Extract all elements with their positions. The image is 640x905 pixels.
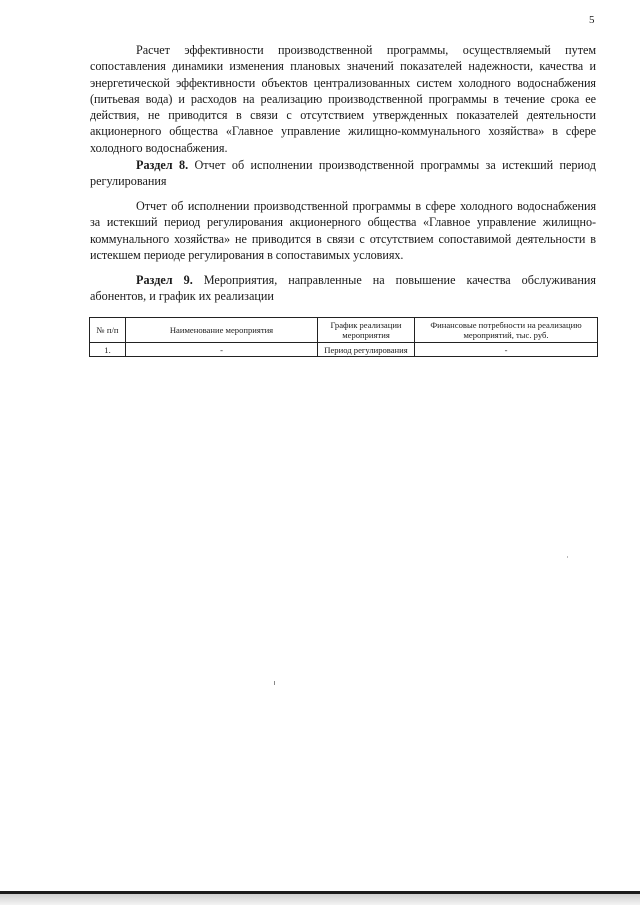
scan-speck <box>567 556 568 558</box>
cell-event-name: - <box>126 343 318 357</box>
cell-number: 1. <box>90 343 126 357</box>
header-financial-needs: Финансовые потребности на реализацию мероприятий, тыс. руб. <box>415 318 598 343</box>
page-number: 5 <box>589 14 595 26</box>
header-number: № п/п <box>90 318 126 343</box>
efficiency-paragraph: Расчет эффективности производственной программы, осуществляемый путем сопоставления динамики изменения плановых значений показателей надежности, качества и энергетической эффективности объектов централизованных систем холодного водоснабжения (питьевая вода) и расходов на реализацию производственной программы в течение срока ее действия, не приводится в связи с отсутствием утвержденных показателей деятельности акционерного общества «Главное управление жилищно-коммунального хозяйства» в сфере холодного водоснабжения. <box>90 43 596 155</box>
table-header-row <box>90 318 598 343</box>
scan-speck <box>274 681 275 685</box>
events-table <box>89 317 598 357</box>
section-8-label: Раздел 8. <box>136 158 189 172</box>
section-8-heading <box>90 157 596 190</box>
section-9-title: Мероприятия, направленные на повышение качества обслуживания абонентов, и график их реализации <box>90 273 596 304</box>
section-9-heading <box>90 272 596 305</box>
cell-schedule: Период регулирования <box>318 343 415 357</box>
header-event-name: Наименование мероприятия <box>126 318 318 343</box>
scan-bottom-shade <box>0 894 640 905</box>
table-row <box>90 343 598 357</box>
report-paragraph: Отчет об исполнении производственной программы в сфере холодного водоснабжения за истекший период регулирования акционерного общества «Главное управление жилищно-коммунального хозяйства» не приводится в связи с отсутствием сопоставимой деятельности в истекшем периоде регулирования в сопоставимых условиях. <box>90 199 596 262</box>
section-8-title: Отчет об исполнении производственной программы за истекший период регулирования <box>90 158 596 189</box>
header-schedule: График реализации мероприятия <box>318 318 415 343</box>
cell-financial-needs: - <box>415 343 598 357</box>
section-9-label: Раздел 9. <box>136 273 193 287</box>
